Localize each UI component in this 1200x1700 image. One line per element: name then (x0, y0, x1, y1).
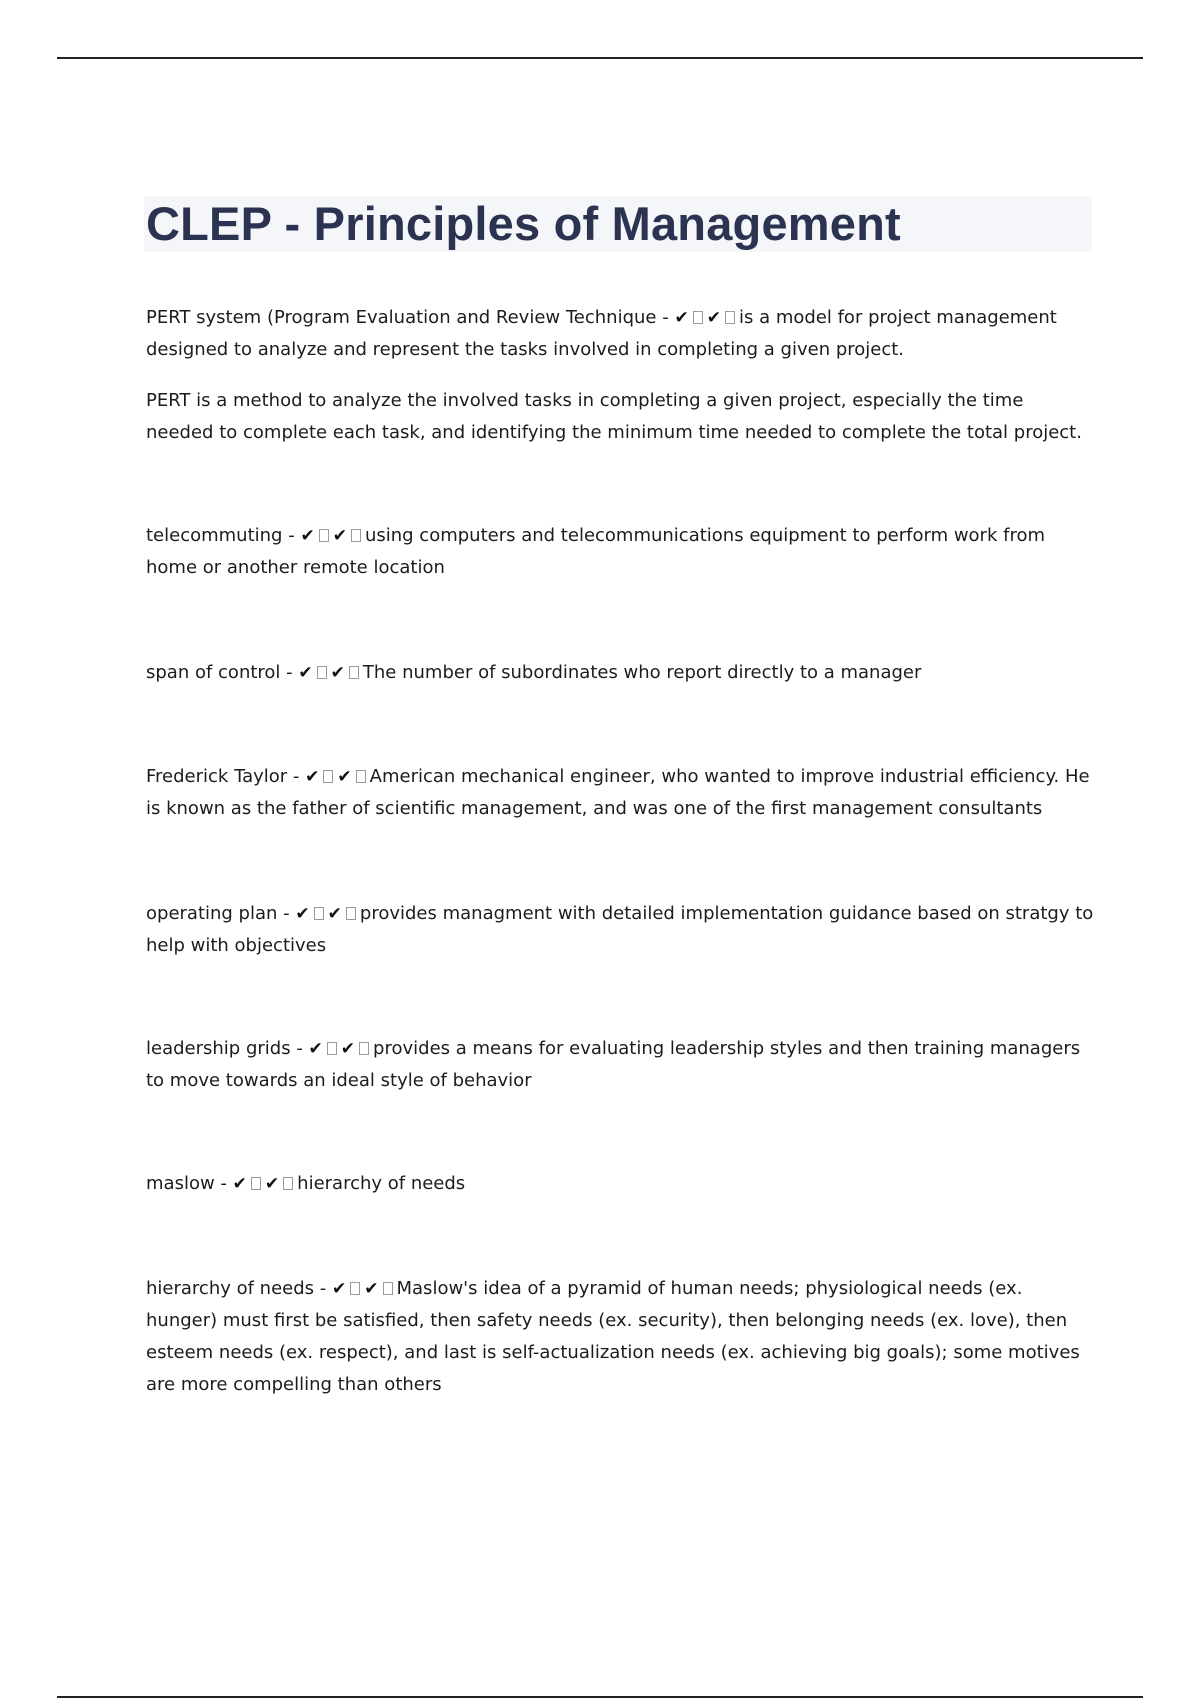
entry-leadership-grids: leadership grids - ✔ ✔ provides a means for evaluating leadership styles and then training managers to move towards an ideal style of behavior (146, 1033, 1096, 1097)
entry-term: PERT system (Program Evaluation and Review Technique (146, 307, 657, 328)
entry-term: hierarchy of needs (146, 1278, 315, 1299)
placeholder-box-icon (725, 311, 735, 324)
check-icon: ✔ (330, 663, 345, 683)
check-icon: ✔ (308, 1039, 323, 1059)
check-icon: ✔ (706, 308, 721, 328)
check-icon: ✔ (674, 308, 689, 328)
check-icon: ✔ (332, 1279, 347, 1299)
top-rule (57, 57, 1143, 59)
entry-term: span of control (146, 662, 281, 683)
entry-frederick-taylor: Frederick Taylor - ✔ ✔ American mechanical engineer, who wanted to improve industrial efficiency. He is known as the father of scientific management, and was one of the first management consultants (146, 761, 1096, 825)
check-icon: ✔ (298, 663, 313, 683)
entry-term: maslow (146, 1173, 215, 1194)
entry-definition: Maslow's idea of a pyramid of human needs; physiological needs (ex. hunger) must first be satisfied, then safety needs (ex. security), then belonging needs (ex. love), then esteem needs (ex. respect), and last is self-actualization needs (ex. achieving big goals); some motives are more compelling than others (146, 1278, 1080, 1395)
check-icon: ✔ (364, 1279, 379, 1299)
placeholder-box-icon (359, 1042, 369, 1055)
entry-definition: provides managment with detailed implementation guidance based on stratgy to help with objectives (146, 903, 1094, 956)
check-icon: ✔ (340, 1039, 356, 1059)
entry-span-of-control: span of control - ✔ ✔ The number of subordinates who report directly to a manager (146, 657, 1096, 689)
check-icon: ✔ (264, 1174, 280, 1194)
check-icon: ✔ (327, 904, 342, 924)
placeholder-box-icon (383, 1282, 393, 1295)
entry-operating-plan: operating plan - ✔ ✔ provides managment with detailed implementation guidance based on stratgy to help with objectives (146, 898, 1096, 962)
placeholder-box-icon (346, 907, 356, 920)
placeholder-box-icon (314, 907, 324, 920)
bottom-rule (57, 1696, 1143, 1698)
entry-telecommuting: telecommuting - ✔ ✔ using computers and telecommunications equipment to perform work from home or another remote location (146, 520, 1096, 584)
entry-hierarchy-of-needs: hierarchy of needs - ✔ ✔ Maslow's idea of a pyramid of human needs; physiological needs (ex. hunger) must first be satisfied, then safety needs (ex. security), then belonging needs (ex. love), then esteem needs (ex. respect), and last is self-actualization needs (ex. achieving big goals); some motives are more compelling than others (146, 1273, 1096, 1401)
check-icon: ✔ (300, 526, 315, 546)
entry-definition: using computers and telecommunications equipment to perform work from home or another remote location (146, 525, 1045, 578)
entry-term: operating plan (146, 903, 278, 924)
entry-definition: The number of subordinates who report directly to a manager (362, 662, 922, 683)
placeholder-box-icon (323, 770, 333, 783)
entry-definition: PERT is a method to analyze the involved tasks in completing a given project, especially the time needed to complete each task, and identifying the minimum time needed to complete the total project. (146, 390, 1082, 443)
placeholder-box-icon (327, 1042, 337, 1055)
entry-definition: is a model for project management designed to analyze and represent the tasks involved in completing a given project. (146, 307, 1057, 360)
placeholder-box-icon (251, 1177, 261, 1190)
placeholder-box-icon (350, 1282, 360, 1295)
entry-definition: American mechanical engineer, who wanted to improve industrial efficiency. He is known as the father of scientific management, and was one of the first management consultants (146, 766, 1090, 819)
check-icon: ✔ (295, 904, 310, 924)
document-title: CLEP - Principles of Management (146, 197, 901, 250)
placeholder-box-icon (317, 666, 327, 679)
placeholder-box-icon (319, 529, 329, 542)
entry-pert-system: PERT system (Program Evaluation and Review Technique - ✔ ✔ is a model for project management designed to analyze and represent the tasks involved in completing a given project. (146, 302, 1096, 366)
placeholder-box-icon (283, 1177, 293, 1190)
entry-pert-description (146, 385, 1096, 449)
check-icon: ✔ (232, 1174, 247, 1194)
placeholder-box-icon (356, 770, 366, 783)
entry-definition: hierarchy of needs (297, 1173, 466, 1194)
entry-definition: provides a means for evaluating leadership styles and then training managers to move towards an ideal style of behavior (146, 1038, 1081, 1091)
entry-term: Frederick Taylor (146, 766, 288, 787)
entry-maslow: maslow - ✔ ✔ hierarchy of needs (146, 1168, 1096, 1200)
check-icon: ✔ (305, 767, 320, 787)
check-icon: ✔ (332, 526, 347, 546)
placeholder-box-icon (351, 529, 361, 542)
entry-term: telecommuting (146, 525, 283, 546)
placeholder-box-icon (693, 311, 703, 324)
entry-term: leadership grids (146, 1038, 291, 1059)
check-icon: ✔ (337, 767, 352, 787)
placeholder-box-icon (349, 666, 359, 679)
